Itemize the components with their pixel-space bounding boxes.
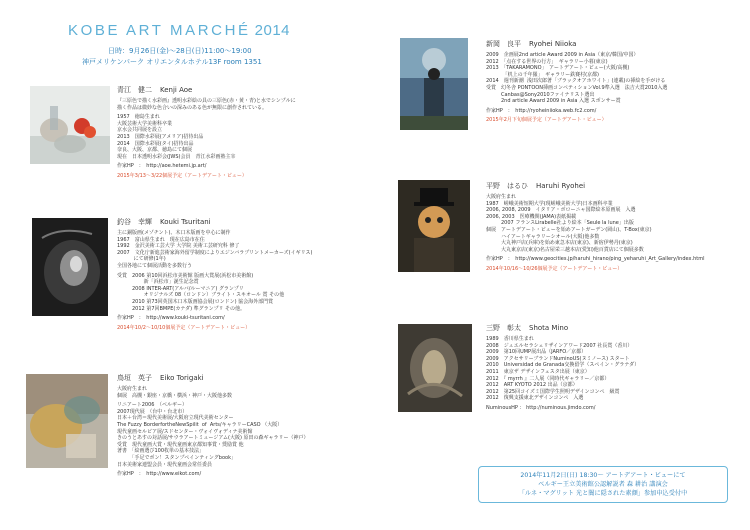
bio-line: 1989 香川県生まれ	[486, 336, 534, 342]
bio-line: 2013 「TAKARAMONO」 アートデアート・ビュー(大阪/高槻)	[486, 65, 630, 72]
artist-bio	[486, 194, 736, 263]
bio-line: 2014 週刊新潮 浅田次郎著「ブラックオアホワイト」(連載)の挿絵を手がける	[486, 78, 666, 85]
bio-line: 日本美術家連盟会員・現代童画会常任委員	[117, 461, 213, 468]
page-title	[68, 22, 290, 39]
artwork-aoe-image	[30, 86, 110, 164]
artwork-mino-image	[398, 324, 472, 412]
bio-line: 1992 金沢美術工芸大学 大学院 美術工芸研究科 修了	[117, 243, 240, 250]
exhibit-schedule: 2015年3/13〜3/22個展予定（アートデアート・ビュー）	[117, 172, 247, 179]
bio-line: Eiko Torigaki	[160, 374, 204, 382]
event-info	[82, 46, 262, 68]
bio-line: 「手足でポン！スタンプペインティングbook」	[117, 454, 236, 461]
bio-line: 青江 健二	[117, 86, 152, 94]
bio-line: 釣谷 幸輝	[117, 218, 152, 226]
title-text: KOBE ART MARCHÉ	[68, 22, 251, 39]
artist-block-niioka	[486, 40, 736, 124]
notice-line: 「ルネ・マグリット 光と闇に隠された素顔」参加申込受付中	[518, 490, 688, 497]
bio-line: 三野 彰太	[486, 324, 521, 332]
bio-line: 全国各地にて個展活動を多数行う	[117, 262, 193, 269]
bio-line: 新「浜松市」誕生記念賞	[117, 279, 199, 286]
bio-line: Haruhi Ryohei	[536, 182, 586, 190]
exhibit-schedule: 2014年10/16〜10/26個展予定（アートデアート・ビュー）	[486, 265, 623, 272]
bio-line: 平野 はるひ	[486, 182, 528, 190]
bio-line: 現在 日本透明水彩会(JWS)会員 青江水彩画塾主宰	[117, 153, 236, 160]
bio-line: 2008 ジュエルセラシェリザインアワード2007 社長賞（香川）	[486, 342, 633, 349]
bio-line: 大阪芸術大学美術科卒業	[117, 120, 173, 127]
bio-line: 著書 「絵画選び100枚単の基本技法」	[117, 448, 205, 455]
artwork-torigaki-image	[26, 374, 108, 468]
bio-line: オリジナルズ 08（ロンドン）ブライト・スキオール 賞 その他	[117, 292, 285, 299]
exhibit-schedule: 2014年10/2〜10/10個展予定（アートデアート・ビュー）	[117, 324, 251, 331]
bio-line: 2013 国際水彩展(アメリア)招待出品	[117, 133, 204, 140]
bio-line: 2nd article Award 2009 in Asia 入選 スポンサー賞	[486, 98, 621, 105]
artist-homepage[interactable]: 作家HP ： http://ryoheiniioka.web.fc2.com/	[486, 107, 597, 114]
lecture-notice	[478, 466, 728, 503]
artist-bio	[117, 386, 387, 478]
artist-name	[486, 324, 736, 333]
bio-line: 1967 富山県生まれ 現在広島市在住	[117, 236, 205, 243]
bio-line: ハイアートギャラリーシオール(大阪)他多数	[486, 233, 600, 240]
artist-block-mino	[486, 324, 736, 412]
notice-line: 2014年11月2日(日) 18:30〜 アートデアート・ビューにて	[520, 472, 686, 479]
bio-line: 2006, 2003 医療機関(JAMA)表紙掲載	[486, 213, 577, 220]
bio-line: 受賞 現代童画大賞・現代童画東京都知事賞・奨励賞 他	[117, 441, 244, 448]
bio-line: 2014 国際水彩展(タイ)招待出品	[117, 140, 194, 147]
bio-line: 2012 復興支援東北デザインコンペ 入選	[486, 395, 584, 402]
bio-line: 2012 ART KYOTO 2012 出品（京都）	[486, 382, 578, 389]
artwork-hirano-image	[398, 180, 470, 272]
bio-line: 2006, 2008, 2009 イタリア・ボローニャ国際絵本原画展 入選	[486, 207, 636, 214]
bio-line: 「机上の千年羅」 ギャラリー鉄賽村(京都)	[486, 71, 599, 78]
artist-name	[486, 40, 736, 49]
bio-line: 1987 嵯峨美術短期大学(現嵯峨美術大学)日本画科卒業	[486, 200, 613, 207]
artist-block-torigaki	[117, 374, 387, 478]
bio-line: リニアート2006 （ベルギー）	[117, 402, 187, 409]
bio-line: きのうとあすの対話展/サウラアートミュージアム(大阪) 原田の森ギャラリー（神戸）	[117, 435, 309, 442]
bio-line: Kenji Aoe	[160, 86, 193, 94]
bio-line: 2012 第25回コイズミ国際学生照明デザインコンペ 級賞	[486, 388, 620, 395]
bio-line: 大丸神戸店(兵庫)を始め東急本店(東京)、新宿伊勢丹(東京)	[486, 240, 633, 247]
bio-line: 2012 第7回BMPE(カナダ) 準グランプリ その他。	[117, 305, 246, 312]
artist-homepage[interactable]: 作家HP ： http://aoe.hetemi.jp.art/	[117, 163, 207, 170]
bio-line: 『三原色で描く水彩画』透明水彩絵の具の三原色(赤・黄・青)と水でシンプルに	[117, 98, 296, 104]
bio-line: 描く作品は微妙な色合いの深みのある色が無限に創作されている。	[117, 104, 268, 111]
artist-bio	[486, 336, 736, 412]
event-dates: 日時：9月26日(金)〜28日(日)11:00〜19:00	[108, 47, 252, 55]
bio-line: 大阪府生まれ	[117, 386, 148, 392]
bio-line: 2011 東京ザ デザインフェスタ出展（東京）	[486, 368, 590, 375]
title-year: 2014	[254, 22, 291, 39]
artist-name	[117, 374, 387, 383]
exhibit-schedule: 2015年2月下旬個展予定（アートデアート・ビュー）	[486, 117, 607, 124]
bio-line: 2010 Universidad de Granada交換留学（スペイン・グラナダ）	[486, 362, 640, 369]
artist-bio	[117, 230, 387, 322]
artist-homepage[interactable]: 作家HP ： http://www.kouki-tsuritani.com/	[117, 315, 225, 322]
bio-line: 大丸東京店(東京)名古屋栄三越本店(愛知)他百貨店にて個展多数	[486, 246, 644, 253]
bio-line: 2012 『 myrrh 』二人展（同時代ギャラリー／京都）	[486, 375, 610, 382]
bio-line: 現代童画セルビア展/スドセンター・ヴォイヴォディナ美術館	[117, 428, 253, 435]
artist-name	[117, 218, 387, 227]
bio-line: 2009 アクセサリーブランドNuminoUS(ヌミノース) スタート	[486, 355, 630, 362]
bio-line: Shota Mino	[529, 324, 569, 332]
artwork-tsuritani-image	[32, 218, 108, 316]
artist-name	[486, 182, 736, 191]
bio-line: 2009 企画展2nd article Award 2009 in Asia（東京/韓国/中国）	[486, 52, 639, 58]
artist-block-hirano	[486, 182, 736, 273]
bio-line: 1957 徳島生まれ	[117, 114, 160, 121]
bio-line: The Fuzzy BorderfortheNewSpilit of Arts/キャラリーCASO （大阪）	[117, 421, 283, 428]
bio-line: 京水会共同展を設立	[117, 127, 163, 134]
artist-block-tsuritani	[117, 218, 387, 331]
bio-line: 個展 アートデアート・ビューを始めアートガーデン(岡山)、T-Box(東京)	[486, 226, 652, 233]
bio-line: Ryohei Niioka	[529, 40, 577, 48]
artist-block-aoe	[117, 86, 387, 180]
artist-homepage[interactable]: NuminousHP ： http://numinous.jimdo.com/	[486, 404, 596, 411]
bio-line: 鳥垣 英子	[117, 374, 152, 382]
bio-line: 受賞 2006 第10回浜松市美術館 版画大賞展(浜松市美術館)	[117, 272, 254, 279]
bio-line: 2007 文化庁新進芸術家海外留学制度によりエジンバラプリントメーカーズ(イギリス)	[117, 249, 313, 256]
bio-line: にて研修(1年)	[117, 256, 166, 263]
artist-bio	[486, 52, 736, 114]
artist-bio	[117, 98, 387, 170]
bio-line: 奈良、大阪、京都、徳島にて個展	[117, 147, 193, 154]
bio-line: 2007 フランスLirabelle社より絵本「Seule la lune」出版	[486, 220, 634, 227]
bio-line: 日本＋台湾＝現代美術展/大阪府立現代美術センター	[117, 415, 234, 422]
bio-line: 個展 高槻・銀座・京橋・横浜・神戸・大阪他多数	[117, 392, 233, 399]
event-venue: 神戸メリケンパーク オリエンタルホテル13F room 1351	[82, 58, 262, 66]
bio-line: 主に銅版画(メゾチント)、木口木版画を中心に制作	[117, 230, 231, 236]
artwork-niioka-image	[400, 38, 468, 130]
bio-line: Canbas@Sony2010ファイナリスト選出	[486, 91, 595, 98]
bio-line: 2008 INTER-ART(アルバ/ルーマニア) グランプリ	[117, 285, 244, 292]
bio-line: 新岡 良平	[486, 40, 521, 48]
bio-line: 2012 「点在する世界の行方」 ギャラリー小暮(東京)	[486, 58, 608, 65]
artist-homepage[interactable]: 作家HP ： http://www.geocities.jp/haruhi_hirano/ping_yeharuhi_Art_Gallery/index.html	[486, 256, 705, 263]
bio-line: 受賞 幻冬舎 PONTOON挿画コンペティションVol.9準入選 法吉大賞2010入選	[486, 84, 668, 91]
bio-line: 2007現代展 （台中・台北市）	[117, 408, 188, 415]
artist-homepage[interactable]: 作家HP ： http://www.eikot.com/	[117, 471, 202, 478]
artist-name	[117, 86, 387, 95]
bio-line: 大阪府生まれ	[486, 194, 517, 200]
bio-line: 2010 第73回英国木口木版画協会展(ロンドン) 協会海外部門賞	[117, 298, 274, 305]
notice-line: ベルギー王立美術館公認解説者 森 耕治 講演会	[538, 481, 668, 488]
bio-line: Kouki Tsuritani	[160, 218, 211, 226]
bio-line: 2009 第10回UMP展出品（JARFO／京都）	[486, 349, 587, 356]
